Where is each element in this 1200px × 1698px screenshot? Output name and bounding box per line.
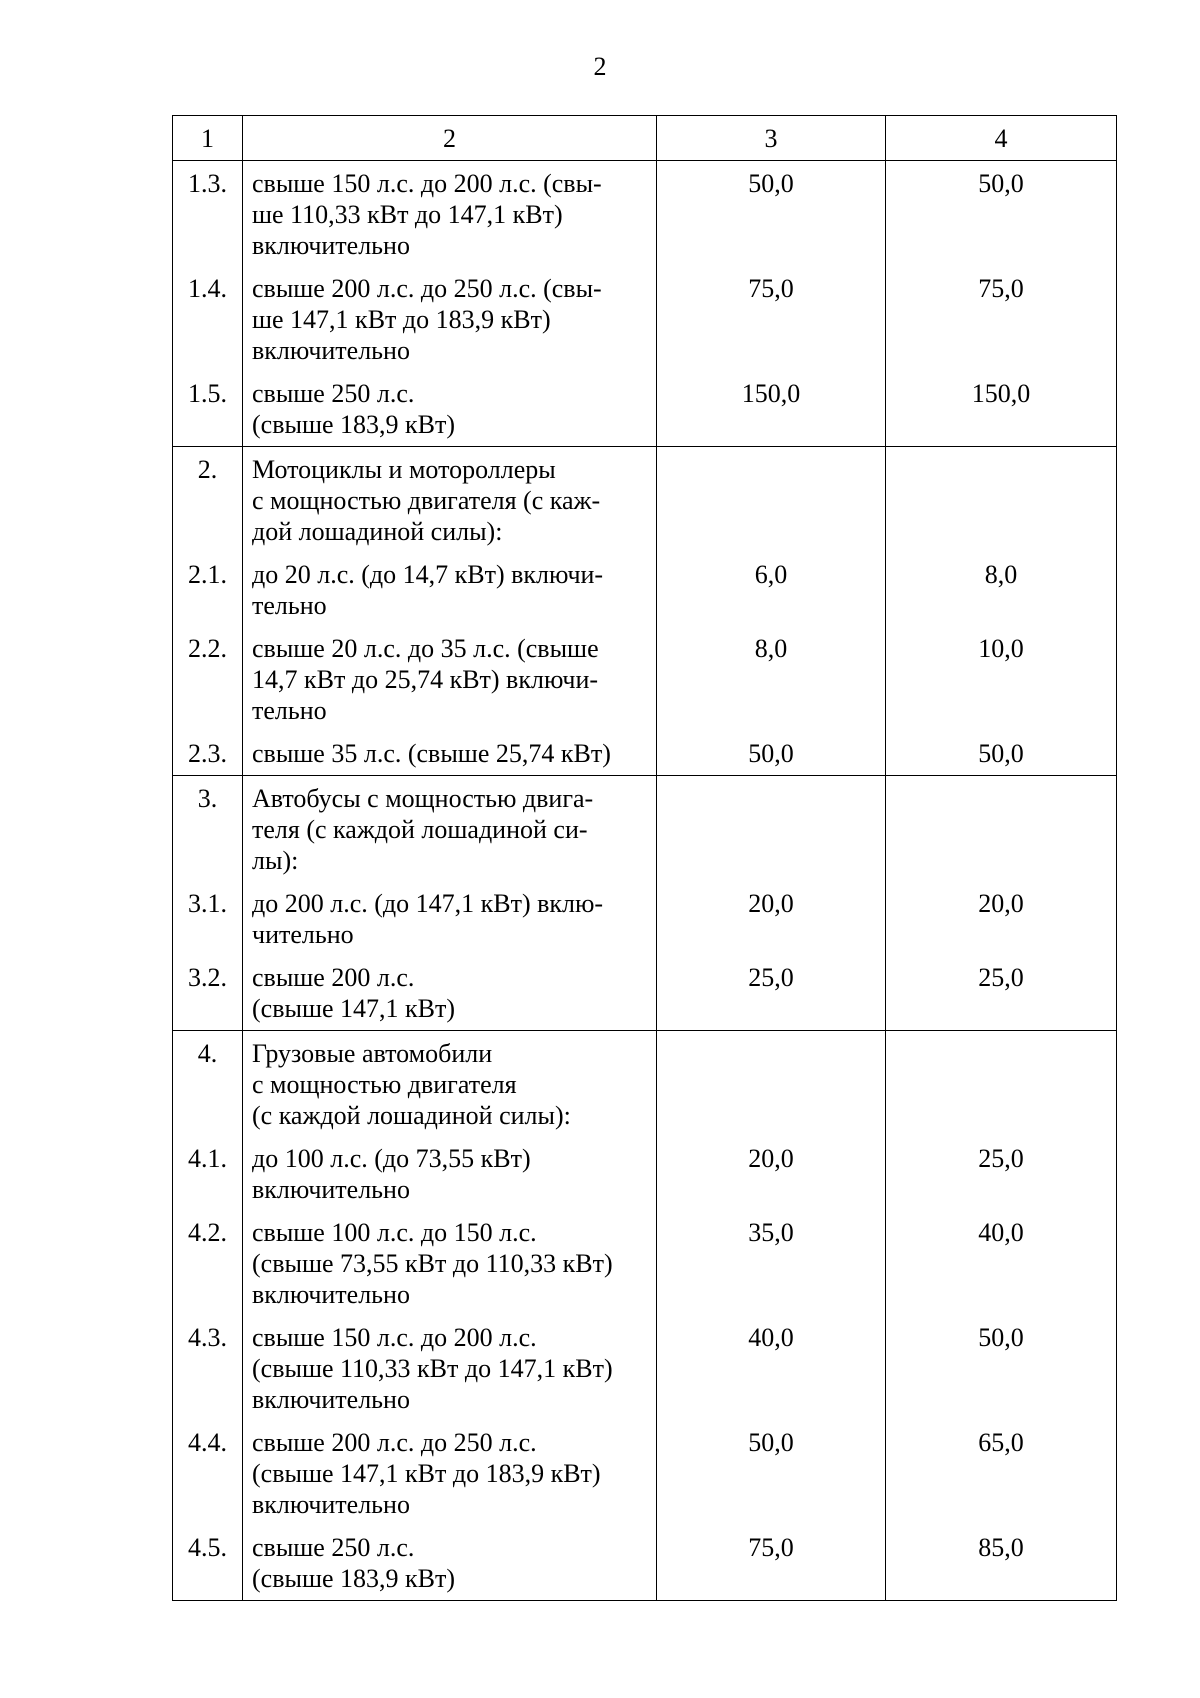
description-line: свыше 100 л.с. до 150 л.с. (252, 1218, 537, 1247)
description-line: до 200 л.с. (до 147,1 кВт) вклю- (252, 889, 604, 918)
description-line: включительно (252, 1490, 410, 1519)
description-line: включительно (252, 231, 410, 260)
row-description (243, 627, 657, 732)
rate-column-3: 75,0 (657, 267, 886, 372)
row-description (243, 447, 657, 554)
row-number: 1.4. (173, 267, 243, 372)
row-number: 4.4. (173, 1421, 243, 1526)
row-number: 3.1. (173, 882, 243, 956)
table-row (173, 1031, 1117, 1138)
row-description (243, 372, 657, 447)
description-line: (свыше 73,55 кВт до 110,33 кВт) (252, 1249, 613, 1278)
rate-column-4 (886, 447, 1117, 554)
description-line: тельно (252, 591, 327, 620)
row-number: 2.2. (173, 627, 243, 732)
table-group (173, 776, 1117, 1031)
rate-column-4: 25,0 (886, 956, 1117, 1031)
description-line: свыше 250 л.с. (252, 1533, 415, 1562)
description-line: (свыше 183,9 кВт) (252, 410, 455, 439)
rate-column-3: 35,0 (657, 1211, 886, 1316)
row-number: 4.5. (173, 1526, 243, 1601)
rate-column-4: 150,0 (886, 372, 1117, 447)
description-line: 14,7 кВт до 25,74 кВт) включи- (252, 665, 599, 694)
row-number: 2.3. (173, 732, 243, 776)
rate-column-3: 20,0 (657, 1137, 886, 1211)
rate-column-4: 65,0 (886, 1421, 1117, 1526)
rate-column-4: 50,0 (886, 732, 1117, 776)
rate-column-4: 8,0 (886, 553, 1117, 627)
header-cell: 4 (886, 116, 1117, 161)
description-line: лы): (252, 846, 299, 875)
row-description (243, 732, 657, 776)
description-line: (свыше 147,1 кВт) (252, 994, 455, 1023)
description-line: (свыше 147,1 кВт до 183,9 кВт) (252, 1459, 601, 1488)
rate-column-4 (886, 776, 1117, 883)
table-row (173, 627, 1117, 732)
rate-column-3 (657, 447, 886, 554)
row-description (243, 1211, 657, 1316)
rate-column-3: 150,0 (657, 372, 886, 447)
description-line: свыше 150 л.с. до 200 л.с. (свы- (252, 169, 602, 198)
rate-column-4: 85,0 (886, 1526, 1117, 1601)
row-description (243, 267, 657, 372)
rate-column-4: 50,0 (886, 1316, 1117, 1421)
row-description (243, 776, 657, 883)
description-line: Мотоциклы и мотороллеры (252, 455, 556, 484)
table-row (173, 1316, 1117, 1421)
row-number: 2.1. (173, 553, 243, 627)
table-row (173, 732, 1117, 776)
table-row (173, 553, 1117, 627)
rate-column-4 (886, 1031, 1117, 1138)
rate-column-3: 8,0 (657, 627, 886, 732)
table-row (173, 956, 1117, 1031)
row-number: 1.3. (173, 161, 243, 268)
row-number: 4.1. (173, 1137, 243, 1211)
description-line: чительно (252, 920, 354, 949)
row-number: 4.3. (173, 1316, 243, 1421)
row-description (243, 1421, 657, 1526)
rate-column-3: 25,0 (657, 956, 886, 1031)
description-line: до 100 л.с. (до 73,55 кВт) (252, 1144, 531, 1173)
table-row (173, 372, 1117, 447)
rate-column-4: 20,0 (886, 882, 1117, 956)
description-line: включительно (252, 336, 410, 365)
table-row (173, 1137, 1117, 1211)
description-line: свыше 20 л.с. до 35 л.с. (свыше (252, 634, 599, 663)
row-description (243, 882, 657, 956)
row-description (243, 1137, 657, 1211)
page-number: 2 (593, 52, 607, 81)
row-number: 3.2. (173, 956, 243, 1031)
header-cell: 3 (657, 116, 886, 161)
description-line: включительно (252, 1280, 410, 1309)
row-number: 4. (173, 1031, 243, 1138)
description-line: Грузовые автомобили (252, 1039, 493, 1068)
description-line: ше 110,33 кВт до 147,1 кВт) (252, 200, 563, 229)
table-row (173, 1421, 1117, 1526)
rate-column-3: 40,0 (657, 1316, 886, 1421)
row-description (243, 161, 657, 268)
rate-column-4: 50,0 (886, 161, 1117, 268)
description-line: свыше 35 л.с. (свыше 25,74 кВт) (252, 739, 611, 768)
rate-column-3: 50,0 (657, 1421, 886, 1526)
description-line: с мощностью двигателя (с каж- (252, 486, 601, 515)
description-line: (свыше 183,9 кВт) (252, 1564, 455, 1593)
description-line: включительно (252, 1175, 410, 1204)
description-line: дой лошадиной силы): (252, 517, 503, 546)
row-description (243, 553, 657, 627)
row-number: 3. (173, 776, 243, 883)
description-line: свыше 200 л.с. до 250 л.с. (252, 1428, 537, 1457)
description-line: свыше 150 л.с. до 200 л.с. (252, 1323, 537, 1352)
rate-column-4: 75,0 (886, 267, 1117, 372)
table-group (173, 161, 1117, 447)
rate-column-4: 40,0 (886, 1211, 1117, 1316)
rate-column-3: 50,0 (657, 161, 886, 268)
row-description (243, 1316, 657, 1421)
description-line: тельно (252, 696, 327, 725)
table-row (173, 267, 1117, 372)
table-row (173, 161, 1117, 268)
description-line: включительно (252, 1385, 410, 1414)
description-line: (свыше 110,33 кВт до 147,1 кВт) (252, 1354, 613, 1383)
rate-column-4: 25,0 (886, 1137, 1117, 1211)
rate-column-4: 10,0 (886, 627, 1117, 732)
rate-column-3 (657, 1031, 886, 1138)
row-description (243, 1031, 657, 1138)
description-line: свыше 200 л.с. (252, 963, 415, 992)
rate-column-3: 20,0 (657, 882, 886, 956)
header-cell: 1 (173, 116, 243, 161)
row-number: 2. (173, 447, 243, 554)
rate-column-3: 50,0 (657, 732, 886, 776)
description-line: свыше 250 л.с. (252, 379, 415, 408)
table-row (173, 882, 1117, 956)
description-line: свыше 200 л.с. до 250 л.с. (свы- (252, 274, 602, 303)
table-row (173, 1526, 1117, 1601)
table-group (173, 447, 1117, 776)
description-line: Автобусы с мощностью двига- (252, 784, 594, 813)
table-header-row (173, 116, 1117, 161)
row-number: 4.2. (173, 1211, 243, 1316)
table-row (173, 776, 1117, 883)
table-row (173, 1211, 1117, 1316)
row-description (243, 956, 657, 1031)
description-line: теля (с каждой лошадиной си- (252, 815, 588, 844)
header-cell: 2 (243, 116, 657, 161)
description-line: (с каждой лошадиной силы): (252, 1101, 571, 1130)
table-row (173, 447, 1117, 554)
rate-column-3 (657, 776, 886, 883)
row-description (243, 1526, 657, 1601)
table-group (173, 1031, 1117, 1601)
tax-rate-table (172, 115, 1117, 1601)
row-number: 1.5. (173, 372, 243, 447)
description-line: ше 147,1 кВт до 183,9 кВт) (252, 305, 551, 334)
description-line: до 20 л.с. (до 14,7 кВт) включи- (252, 560, 604, 589)
description-line: с мощностью двигателя (252, 1070, 517, 1099)
rate-column-3: 75,0 (657, 1526, 886, 1601)
rate-column-3: 6,0 (657, 553, 886, 627)
